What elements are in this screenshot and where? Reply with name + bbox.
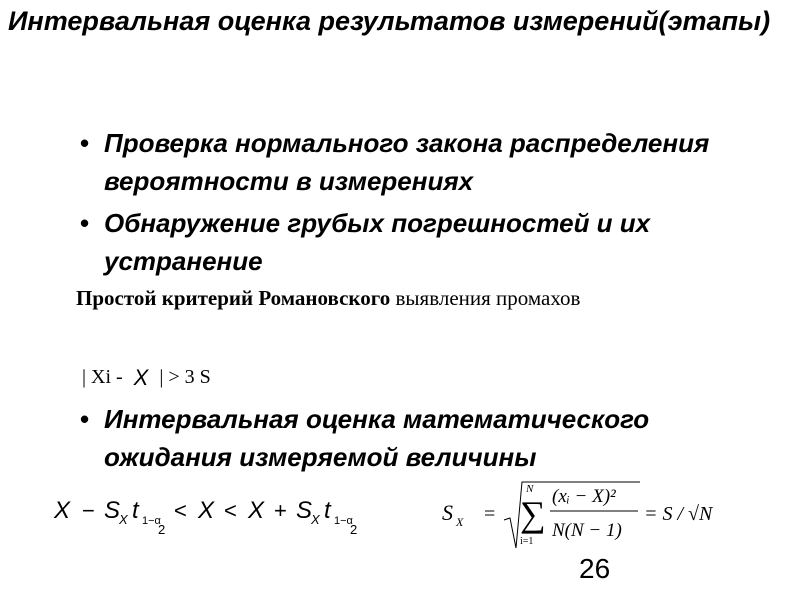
t-subscript: 1−α bbox=[334, 515, 353, 527]
outlier-condition-formula bbox=[82, 363, 211, 389]
bullet-text: Проверка нормального закона распределения вероятности в измерениях bbox=[104, 128, 710, 196]
t-subscript: 1−α bbox=[142, 515, 161, 527]
bullet-text: Интервальная оценка математического ожидания измеряемой величины bbox=[104, 404, 650, 472]
x-symbol: X bbox=[248, 497, 265, 524]
formula-left: | Xi - bbox=[82, 366, 128, 388]
bullet-marker: • bbox=[80, 404, 90, 434]
x-symbol: X bbox=[54, 497, 71, 524]
criterion-rest-text: выявления промахов bbox=[390, 286, 581, 310]
result-expression: = S / √N bbox=[644, 503, 713, 525]
slide-title: Интервальная оценка результатов измерений(этапы) bbox=[8, 6, 771, 36]
less-than: < bbox=[224, 498, 237, 523]
equals-sign: = bbox=[484, 503, 496, 525]
bullet-text: Обнаружение грубых погрешностей и их устранение bbox=[104, 208, 651, 276]
bullet-marker: • bbox=[80, 128, 90, 158]
sum-upper-limit: N bbox=[526, 483, 534, 495]
numerator: (xᵢ − X)² bbox=[552, 486, 616, 507]
bullet-item bbox=[80, 204, 760, 280]
s-symbol: S bbox=[442, 500, 453, 525]
less-than: < bbox=[174, 498, 187, 523]
bullet-item bbox=[80, 124, 760, 200]
x-symbol: X bbox=[198, 497, 215, 524]
criterion-bold-text: Простой критерий Романовского bbox=[76, 286, 391, 310]
s-symbol: S bbox=[296, 497, 313, 524]
t-symbol: t bbox=[324, 497, 331, 524]
denominator: N(N − 1) bbox=[552, 520, 622, 541]
standard-error-formula bbox=[440, 478, 740, 554]
bullet-item bbox=[80, 400, 760, 476]
t-symbol: t bbox=[132, 497, 139, 524]
formula-right: | > 3 S bbox=[154, 366, 211, 388]
s-subscript: X bbox=[456, 515, 464, 529]
x-mean-symbol: X bbox=[133, 365, 149, 390]
minus-sign: − bbox=[82, 498, 95, 523]
sum-symbol: ∑ bbox=[520, 494, 546, 534]
s-subscript: X bbox=[119, 512, 128, 527]
plus-sign: + bbox=[274, 498, 287, 523]
sum-lower-limit: i=1 bbox=[520, 536, 534, 547]
t-subscript-2: 2 bbox=[350, 522, 358, 537]
t-subscript-2: 2 bbox=[158, 522, 166, 537]
s-symbol: S bbox=[104, 497, 121, 524]
confidence-interval-formula bbox=[52, 488, 382, 540]
s-subscript: X bbox=[311, 512, 320, 527]
bullet-marker: • bbox=[80, 208, 90, 238]
page-number: 26 bbox=[579, 553, 611, 584]
romanovsky-criterion bbox=[76, 286, 580, 311]
